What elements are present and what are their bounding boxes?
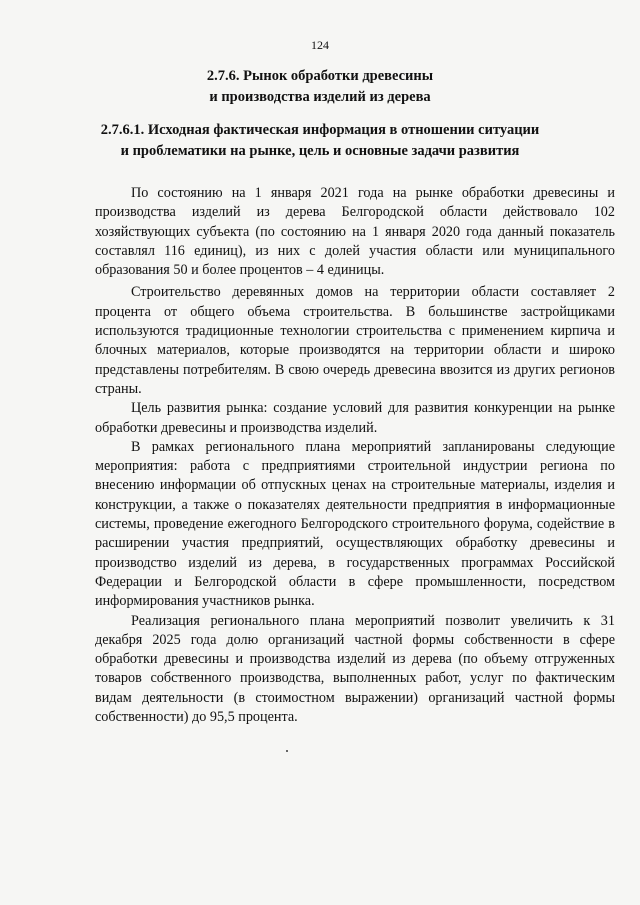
subsection-heading [0,120,640,162]
section-heading-line-2: и производства изделий из дерева [209,89,431,105]
paragraph-goal: Цель развития рынка: создание условий для развития конкуренции на рынке обработки древесины и производства изделий. [95,400,615,436]
paragraph-construction: Строительство деревянных домов на территории области составляет 2 процента от общего объема строительства. В большинстве застройщиками используются традиционные технологии строительства с применением кирпича и блочных материалов, которые производятся на территории области и широко представлены потребителям. В свою очередь древесина ввозится из других регионов страны. [95,284,615,397]
page-number: 124 [311,38,329,52]
section-heading [0,66,640,108]
subsection-heading-line-1: 2.7.6.1. Исходная фактическая информация в отношении ситуации [100,122,540,138]
paragraph-status: По состоянию на 1 января 2021 года на рынке обработки древесины и производства изделий из дерева Белгородской области действовало 102 хозяйствующих субъекта (по состоянию на 1 января 2020 года данный показатель составлял 116 единиц), из них с долей участия области или муниципального образования 50 и более процентов – 4 единицы. [95,185,615,279]
paragraph-measures: В рамках регионального плана мероприятий запланированы следующие мероприятия: работа с предприятиями строительной индустрии региона по внесению информации об отпускных ценах на строительные материалы, изделия и конструкции, а также о показателях деятельности предприятия в информационные системы, проведение ежегодного Белгородского строительного форума, содействие в расширении участия предприятий, осуществляющих обработку древесины и производство изделий из дерева, в государственных программах Российской Федерации и Белгородской области в сфере промышленности, посредством информирования участников рынка. [95,438,615,610]
body-text [95,184,615,727]
subsection-heading-line-2: и проблематики на рынке, цель и основные задачи развития [120,143,520,159]
scan-speck [286,750,288,752]
section-heading-line-1: 2.7.6. Рынок обработки древесины [206,68,434,84]
paragraph-outcome: Реализация регионального плана мероприятий позволит увеличить к 31 декабря 2025 года долю организаций частной формы собственности в сфере обработки древесины и производства изделий из дерева (по объему отгруженных товаров собственного производства, выполненных работ, услуг по фактическим видам деятельности (в стоимостном выражении) организаций частной формы собственности) до 95,5 процента. [95,612,615,726]
